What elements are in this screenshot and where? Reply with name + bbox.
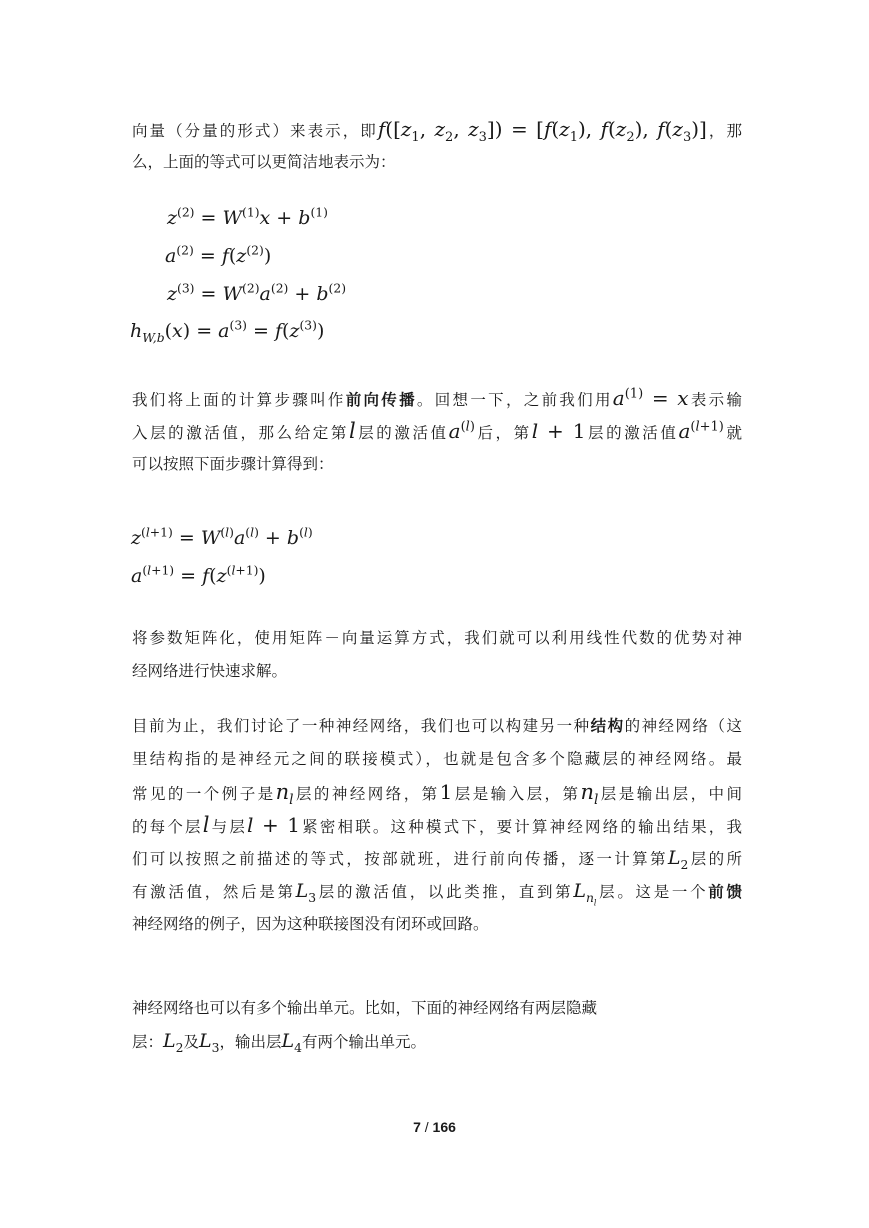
text-run: 层。这是一个 bbox=[596, 883, 709, 901]
text-run: 紧密相联。这种模式下，要计算神经网络的输出结果，我 bbox=[299, 818, 742, 836]
math-inline: f bbox=[377, 117, 386, 141]
text-run: 有激活值，然后是第 bbox=[132, 883, 296, 901]
text-run: 层是输入层，第 bbox=[452, 785, 581, 803]
text-line bbox=[132, 809, 742, 842]
text-run: 向量（分量的形式）来表示，即 bbox=[132, 122, 378, 140]
equation-z-l-plus-1: $z^{(l+1)} = W^{(l)}a^{(l)} + b^{(l)}$ bbox=[131, 525, 313, 549]
text-run: 的每个层 bbox=[132, 818, 203, 836]
math-inline: $L_{n_l}$ bbox=[573, 880, 597, 908]
text-run: 层的所 bbox=[688, 850, 742, 868]
text-run: 就 bbox=[723, 424, 742, 442]
text-line bbox=[132, 1025, 742, 1058]
text-line bbox=[132, 382, 742, 415]
text-line bbox=[132, 710, 742, 743]
text-line: 经网络进行快速求解。 bbox=[132, 662, 288, 680]
math-inline: $L_3$ bbox=[199, 1030, 220, 1055]
math-inline: 1 bbox=[439, 780, 453, 804]
equation-z2: $z^{(2)} = W^{(1)}x + b^{(1)}$ bbox=[167, 205, 328, 229]
text-run: ，那 bbox=[706, 122, 742, 140]
text-run: 层的激活值，以此类推，直到第 bbox=[316, 883, 574, 901]
math-inline: l + 1 bbox=[247, 813, 300, 837]
text-line bbox=[132, 776, 742, 809]
current-page: 7 bbox=[413, 1119, 421, 1135]
math-inline: $a^{(l)}$ bbox=[448, 419, 475, 443]
text-line: 神经网络的例子，因为这种联接图没有闭环或回路。 bbox=[132, 915, 489, 933]
text-run: 目前为止，我们讨论了一种神经网络，我们也可以构建另一种 bbox=[132, 717, 591, 735]
text-run: 常见的一个例子是 bbox=[132, 785, 276, 803]
text-run: 与层 bbox=[209, 818, 247, 836]
text-run: 层的激活值 bbox=[585, 424, 679, 442]
math-inline: $L_2$ bbox=[163, 1030, 184, 1055]
math-inline: $n_l$ bbox=[580, 780, 599, 809]
paragraph-vector-notation bbox=[132, 113, 742, 179]
term-structure: 结构 bbox=[590, 717, 625, 735]
math-inline: $L_2$ bbox=[667, 847, 689, 872]
math-inline: l bbox=[202, 813, 210, 837]
text-run: 及 bbox=[183, 1033, 200, 1051]
math-inline: $L_3$ bbox=[295, 880, 317, 905]
text-run: 们可以按照之前描述的等式，按部就班，进行前向传播，逐一计算第 bbox=[132, 850, 668, 868]
math-inline: l + 1 bbox=[531, 419, 586, 443]
equation-hwb: $h_{W,b}(x) = a^{(3)} = f(z^{(3)})$ bbox=[130, 318, 325, 345]
text-line bbox=[132, 842, 742, 875]
text-run: 我们将上面的计算步骤叫作 bbox=[132, 391, 346, 409]
text-line: 将参数矩阵化，使用矩阵－向量运算方式，我们就可以利用线性代数的优势对神 bbox=[132, 629, 742, 647]
term-forward-propagation: 前向传播 bbox=[345, 391, 417, 409]
text-line: 里结构指的是神经元之间的联接模式），也就是包含多个隐藏层的神经网络。最 bbox=[132, 750, 742, 768]
math-inline: $L_4$ bbox=[281, 1030, 302, 1055]
math-inline: $a^{(1)} = x$ bbox=[612, 386, 689, 410]
term-feedforward: 前馈 bbox=[708, 883, 742, 901]
paragraph-multiple-outputs bbox=[132, 992, 742, 1058]
text-run: 表示输 bbox=[688, 391, 742, 409]
equation-a2: $a^{(2)} = f(z^{(2)})$ bbox=[165, 243, 272, 267]
text-run: 层是输出层，中间 bbox=[598, 785, 742, 803]
text-line bbox=[132, 415, 742, 448]
total-pages: 166 bbox=[432, 1119, 456, 1135]
text-run: 有两个输出单元。 bbox=[302, 1033, 427, 1051]
text-line: 么，上面的等式可以更简洁地表示为： bbox=[132, 153, 396, 171]
text-run: 入层的激活值，那么给定第 bbox=[132, 424, 349, 442]
text-run: 层的神经网络，第 bbox=[293, 785, 440, 803]
math-inline: l bbox=[348, 419, 356, 443]
page-number bbox=[0, 1119, 869, 1135]
text-run: ，输出层 bbox=[219, 1033, 282, 1051]
text-line: 可以按照下面步骤计算得到： bbox=[132, 455, 334, 473]
equation-z3: $z^{(3)} = W^{(2)}a^{(2)} + b^{(2)}$ bbox=[167, 281, 347, 305]
paragraph-forward-propagation bbox=[132, 382, 742, 481]
text-line bbox=[132, 875, 742, 908]
equation-a-l-plus-1: $a^{(l+1)} = f(z^{(l+1)})$ bbox=[131, 563, 266, 587]
paragraph-matrix bbox=[132, 622, 742, 688]
text-run: 层： bbox=[132, 1033, 164, 1051]
text-line bbox=[132, 113, 742, 146]
text-run: 。回想一下，之前我们用 bbox=[416, 391, 613, 409]
text-run: 层的激活值 bbox=[355, 424, 449, 442]
math-inline: $n_l$ bbox=[275, 780, 294, 809]
math-inline: ([$z_1$, $z_2$, $z_3]) = [f(z_1)$, $f(z_2)$, $f(z_3)$] bbox=[385, 117, 707, 145]
text-run: 后，第 bbox=[474, 424, 532, 442]
text-line: 神经网络也可以有多个输出单元。比如，下面的神经网络有两层隐藏 bbox=[132, 999, 598, 1017]
math-inline: $a^{(l+1)}$ bbox=[678, 419, 724, 443]
text-run: 的神经网络（这 bbox=[624, 717, 742, 735]
page-separator: / bbox=[420, 1119, 433, 1135]
paragraph-network-structure bbox=[132, 710, 742, 941]
